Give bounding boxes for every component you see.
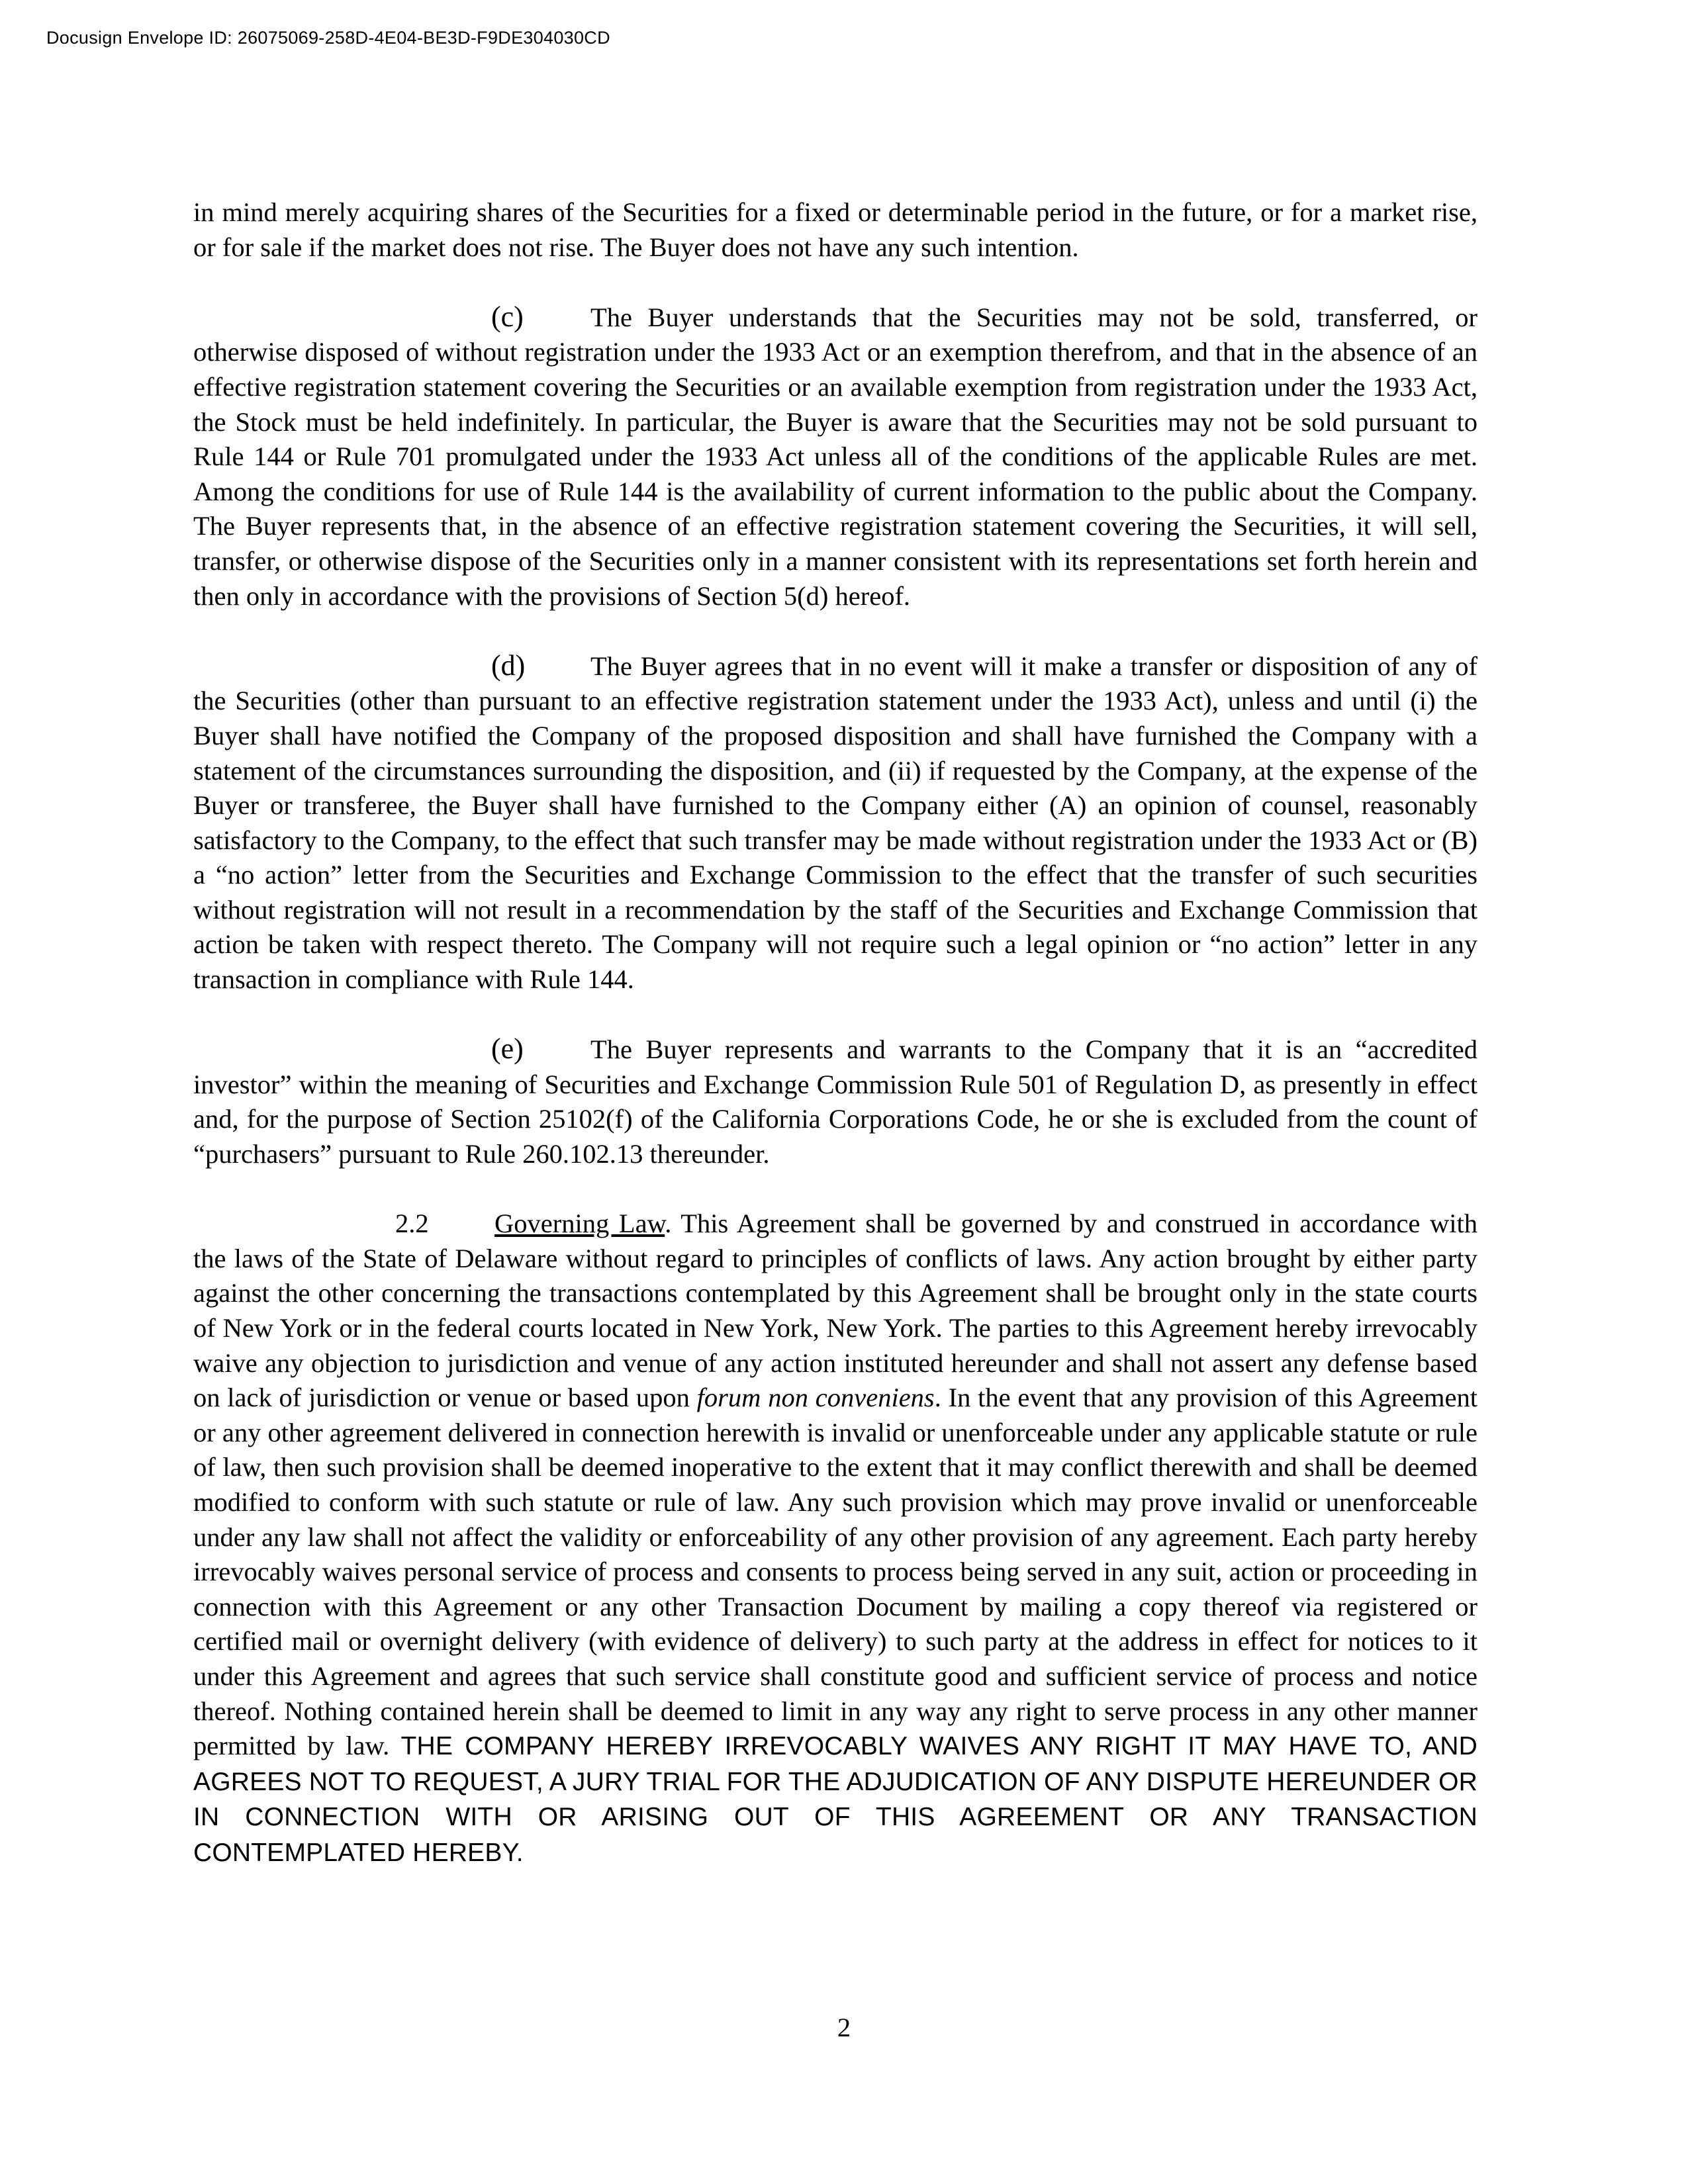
paragraph-d: [193, 649, 1477, 997]
governing-law-italic-term: forum non conveniens: [696, 1383, 935, 1413]
section-number: 2.2: [395, 1208, 429, 1239]
subsection-label-d: (d): [491, 649, 526, 682]
document-body: [193, 195, 1477, 1871]
section-governing-law: [193, 1206, 1477, 1870]
paragraph-c-text: The Buyer understands that the Securities may not be sold, transferred, or otherwise disposed of without registration under the 1933 Act or an exemption therefrom, and that in the absence of an effective registration statement covering the Securities or an available exemption from registration under the 1933 Act, the Stock must be held indefinitely. In particular, the Buyer is aware that the Securities may not be sold pursuant to Rule 144 or Rule 701 promulgated under the 1933 Act unless all of the conditions of the applicable Rules are met. Among the conditions for use of Rule 144 is the availability of current information to the public about the Company. The Buyer represents that, in the absence of an effective registration statement covering the Securities, it will sell, transfer, or otherwise dispose of the Securities only in a manner consistent with its representations set forth herein and then only in accordance with the provisions of Section 5(d) hereof.: [193, 302, 1477, 611]
page-number: 2: [837, 2013, 851, 2042]
jury-waiver-clause: THE COMPANY HEREBY IRREVOCABLY WAIVES ANY RIGHT IT MAY HAVE TO, AND AGREES NOT TO REQUEST, A JURY TRIAL FOR THE ADJUDICATION OF ANY DISPUTE HEREUNDER OR IN CONNECTION WITH OR ARISING OUT OF THIS AGREEMENT OR ANY TRANSACTION CONTEMPLATED HEREBY.: [193, 1732, 1477, 1867]
paragraph-e-text: The Buyer represents and warrants to the Company that it is an “accredited investor” within the meaning of Securities and Exchange Commission Rule 501 of Regulation D, as presently in effect and, for the purpose of Section 25102(f) of the California Corporations Code, he or she is excluded from the count of “purchasers” pursuant to Rule 260.102.13 thereunder.: [193, 1034, 1477, 1169]
section-caption: Governing Law: [494, 1208, 665, 1239]
paragraph-e: [193, 1032, 1477, 1171]
paragraph-d-text: The Buyer agrees that in no event will it make a transfer or disposition of any of the Securities (other than pursuant to an effective registration statement under the 1933 Act), unless and until (i) the Buyer shall have notified the Company of the proposed disposition and shall have furnished the Company with a statement of the circumstances surrounding the disposition, and (ii) if requested by the Company, at the expense of the Buyer or transferee, the Buyer shall have furnished to the Company either (A) an opinion of counsel, reasonably satisfactory to the Company, to the effect that such transfer may be made without registration under the 1933 Act or (B) a “no action” letter from the Securities and Exchange Commission to the effect that the transfer of such securities without registration will not result in a recommendation by the staff of the Securities and Exchange Commission that action be taken with respect thereto. The Company will not require such a legal opinion or “no action” letter in any transaction in compliance with Rule 144.: [193, 651, 1477, 995]
subsection-label-e: (e): [491, 1032, 524, 1066]
docusign-envelope-id: Docusign Envelope ID: 26075069-258D-4E04-BE3D-F9DE304030CD: [46, 28, 610, 48]
subsection-label-c: (c): [491, 300, 524, 333]
paragraph-c: [193, 300, 1477, 614]
paragraph-continuation: in mind merely acquiring shares of the Securities for a fixed or determinable period in the future, or for a market rise, or for sale if the market does not rise. The Buyer does not have any such intention.: [193, 197, 1477, 262]
governing-law-text-2: . In the event that any provision of this Agreement or any other agreement delivered in connection herewith is invalid or unenforceable under any applicable statute or rule of law, then such provision shall be deemed inoperative to the extent that it may conflict therewith and shall be deemed modified to conform with such statute or rule of law. Any such provision which may prove invalid or unenforceable under any law shall not affect the validity or enforceability of any other provision of any agreement. Each party hereby irrevocably waives personal service of process and consents to process being served in any suit, action or proceeding in connection with this Agreement or any other Transaction Document by mailing a copy thereof via registered or certified mail or overnight delivery (with evidence of delivery) to such party at the address in effect for notices to it under this Agreement and agrees that such service shall constitute good and sufficient service of process and notice thereof. Nothing contained herein shall be deemed to limit in any way any right to serve process in any other manner permitted by law.: [193, 1383, 1477, 1761]
governing-law-text-1: . This Agreement shall be governed by and construed in accordance with the laws of the State of Delaware without regard to principles of conflicts of laws. Any action brought by either party against the other concerning the transactions contemplated by this Agreement shall be brought only in the state courts of New York or in the federal courts located in New York, New York. The parties to this Agreement hereby irrevocably waive any objection to jurisdiction and venue of any action instituted hereunder and shall not assert any defense based on lack of jurisdiction or venue or based upon: [193, 1208, 1478, 1413]
